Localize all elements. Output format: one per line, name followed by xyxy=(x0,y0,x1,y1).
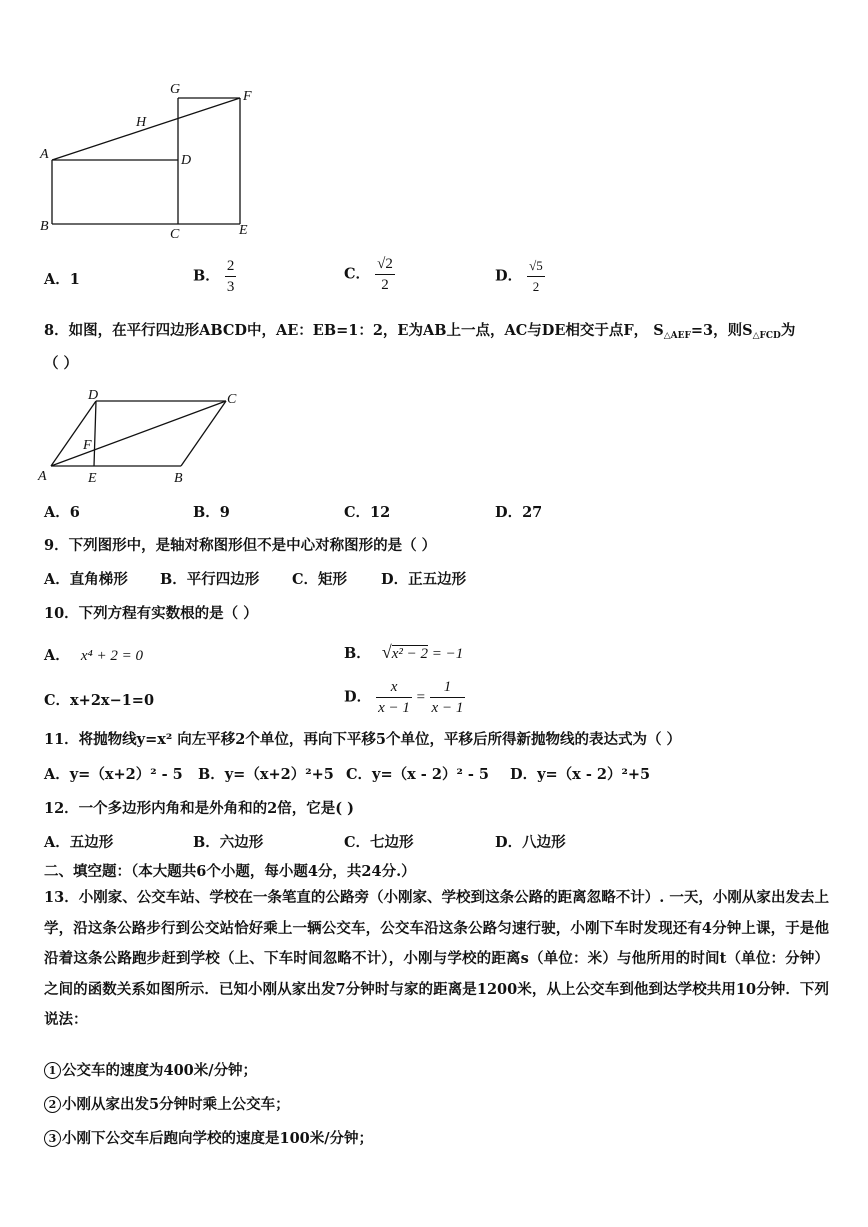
q13-paragraph: 13．小刚家、公交车站、学校在一条笔直的公路旁（小刚家、学校到这条公路的距离忽略不计）. 一天，小刚从家出发去上学，沿这条公路步行到公交站恰好乘上一辆公交车，公交车沿这条公路匀速行驶，小刚下车时发现还有4分钟上课，于是他沿着这条公路跑步赶到学校（上、下车时间忽略不计），小刚与学校的距离s（单位：米）与他所用的时间t（单位：分钟）之间的函数关系如图所示．已知小刚从家出发7分钟时与家的距离是1200米，从上公交车到他到达学校共用10分钟．下列说法： xyxy=(44,889,829,1028)
label-E: E xyxy=(88,471,97,486)
q10-d-den1: x − 1 xyxy=(378,700,410,716)
q7-d-numerator xyxy=(527,256,545,277)
q13-statement-2 xyxy=(44,1093,290,1114)
q10-d-fraction-right xyxy=(430,677,466,718)
q7-c-denominator: 2 xyxy=(381,277,389,293)
label-G: G xyxy=(170,82,181,97)
q9-option-a[interactable]: A．直角梯形 xyxy=(44,571,128,588)
q11-option-d[interactable]: D．y=（x - 2）²+5 xyxy=(510,766,651,783)
label-F: F xyxy=(83,438,92,453)
q7-c-numerator xyxy=(375,254,395,275)
q10-option-c[interactable]: C．x+2x−1=0 xyxy=(44,692,155,709)
q7-b-numerator: 2 xyxy=(225,256,237,277)
q7-option-a[interactable]: A．1 xyxy=(44,271,80,288)
sqrt-sign-icon: √ xyxy=(377,256,386,272)
sqrt-sign-icon: √ xyxy=(529,258,537,273)
q10-option-d[interactable] xyxy=(344,677,465,718)
label-B: B xyxy=(174,471,183,486)
q10-option-d-label: D． xyxy=(344,688,372,706)
figure-q8 xyxy=(36,385,246,487)
q13-statement-2-text: 小刚从家出发5分钟时乘上公交车； xyxy=(62,1096,290,1113)
q10-b-rhs: = −1 xyxy=(428,646,464,662)
q12-option-a[interactable]: A．五边形 xyxy=(44,834,114,851)
q7-option-d-fraction xyxy=(527,256,545,297)
q7-option-d[interactable] xyxy=(495,256,545,297)
label-D: D xyxy=(88,388,99,403)
q9-question: 9．下列图形中，是轴对称图形但不是中心对称图形的是（ ） xyxy=(44,537,437,554)
label-A: A xyxy=(38,469,47,484)
q10-d-den2: x − 1 xyxy=(431,700,464,716)
q8-question xyxy=(44,319,795,341)
q10-option-b-expr xyxy=(381,642,464,662)
q11-option-a[interactable]: A．y=（x+2）² - 5 xyxy=(44,766,183,783)
q10-d-num2: 1 xyxy=(430,677,466,698)
q9-option-c[interactable]: C．矩形 xyxy=(292,571,348,588)
q10-option-a-expr: x⁴ + 2 = 0 xyxy=(80,648,143,664)
q7-d-denominator: 2 xyxy=(532,279,540,294)
q8-sub-aef: △AEF xyxy=(663,331,691,341)
q10-b-radicand: x² − 2 xyxy=(391,646,428,662)
q7-option-b-label: B． xyxy=(193,267,220,285)
q12-option-d[interactable]: D．八边形 xyxy=(495,834,566,851)
q8-option-c[interactable]: C．12 xyxy=(344,504,391,521)
q12-option-c[interactable]: C．七边形 xyxy=(344,834,414,851)
q8-option-a[interactable]: A．6 xyxy=(44,504,80,521)
q8-option-d[interactable]: D．27 xyxy=(495,504,543,521)
label-B: B xyxy=(40,219,49,234)
label-E: E xyxy=(239,223,248,238)
q8-text-1: 8．如图，在平行四边形ABCD中，AE：EB=1：2，E为AB上一点，AC与DE相交于点F， S xyxy=(44,322,664,339)
q12-question: 12．一个多边形内角和是外角和的2倍，它是( ) xyxy=(44,800,355,817)
figure-q7 xyxy=(36,78,266,248)
circled-number-1: 1 xyxy=(44,1062,61,1079)
sqrt-sign-icon: √ xyxy=(381,642,392,662)
q13-statement-3 xyxy=(44,1127,373,1148)
q7-option-b[interactable] xyxy=(193,256,236,297)
q9-option-d[interactable]: D．正五边形 xyxy=(381,571,467,588)
q8-text-2: =3，则S xyxy=(690,322,753,339)
label-F: F xyxy=(243,89,252,104)
q11-question: 11．将抛物线y=x² 向左平移2个单位，再向下平移5个单位，平移后所得新抛物线的表达式为（ ） xyxy=(44,731,682,748)
q7-option-d-label: D． xyxy=(495,267,523,285)
q13-statement-1-text: 公交车的速度为400米/分钟； xyxy=(62,1062,258,1079)
circled-number-3: 3 xyxy=(44,1130,61,1147)
label-C: C xyxy=(170,227,180,242)
q7-b-denominator: 3 xyxy=(226,279,235,295)
q10-d-fraction-left xyxy=(376,677,412,718)
label-D: D xyxy=(181,153,192,168)
q10-option-b-label: B． xyxy=(344,645,371,662)
q12-option-b[interactable]: B．六边形 xyxy=(193,834,264,851)
q7-option-c[interactable] xyxy=(344,254,395,295)
q7-option-c-fraction xyxy=(375,254,395,295)
q11-option-c[interactable]: C．y=（x - 2）² - 5 xyxy=(346,766,490,783)
q8-sub-fcd: △FCD xyxy=(752,331,781,341)
circled-number-2: 2 xyxy=(44,1096,61,1113)
q7-c-radicand: 2 xyxy=(385,256,393,272)
q8-question-blank: （ ） xyxy=(44,355,79,372)
q10-option-a[interactable] xyxy=(44,644,143,665)
label-H: H xyxy=(136,115,147,130)
q7-option-b-fraction xyxy=(225,256,237,297)
q10-option-a-label: A． xyxy=(44,647,70,664)
q8-option-b[interactable]: B．9 xyxy=(193,504,230,521)
section-heading: 二、填空题：（本大题共6个小题，每小题4分，共24分.） xyxy=(44,863,416,880)
q10-d-equals: = xyxy=(411,689,430,706)
q8-text-3: 为 xyxy=(780,322,796,339)
q7-option-c-label: C． xyxy=(344,265,371,283)
q10-d-num1: x xyxy=(376,677,412,698)
q10-question: 10．下列方程有实数根的是（ ） xyxy=(44,605,258,622)
q13-statement-1 xyxy=(44,1059,257,1080)
q7-d-radicand: 5 xyxy=(536,258,543,273)
q10-option-b[interactable] xyxy=(344,642,463,663)
label-A: A xyxy=(40,147,49,162)
q9-option-b[interactable]: B．平行四边形 xyxy=(160,571,260,588)
q13-statement-3-text: 小刚下公交车后跑向学校的速度是100米/分钟； xyxy=(62,1130,374,1147)
q11-option-b[interactable]: B．y=（x+2）²+5 xyxy=(198,766,334,783)
label-C: C xyxy=(227,392,237,407)
